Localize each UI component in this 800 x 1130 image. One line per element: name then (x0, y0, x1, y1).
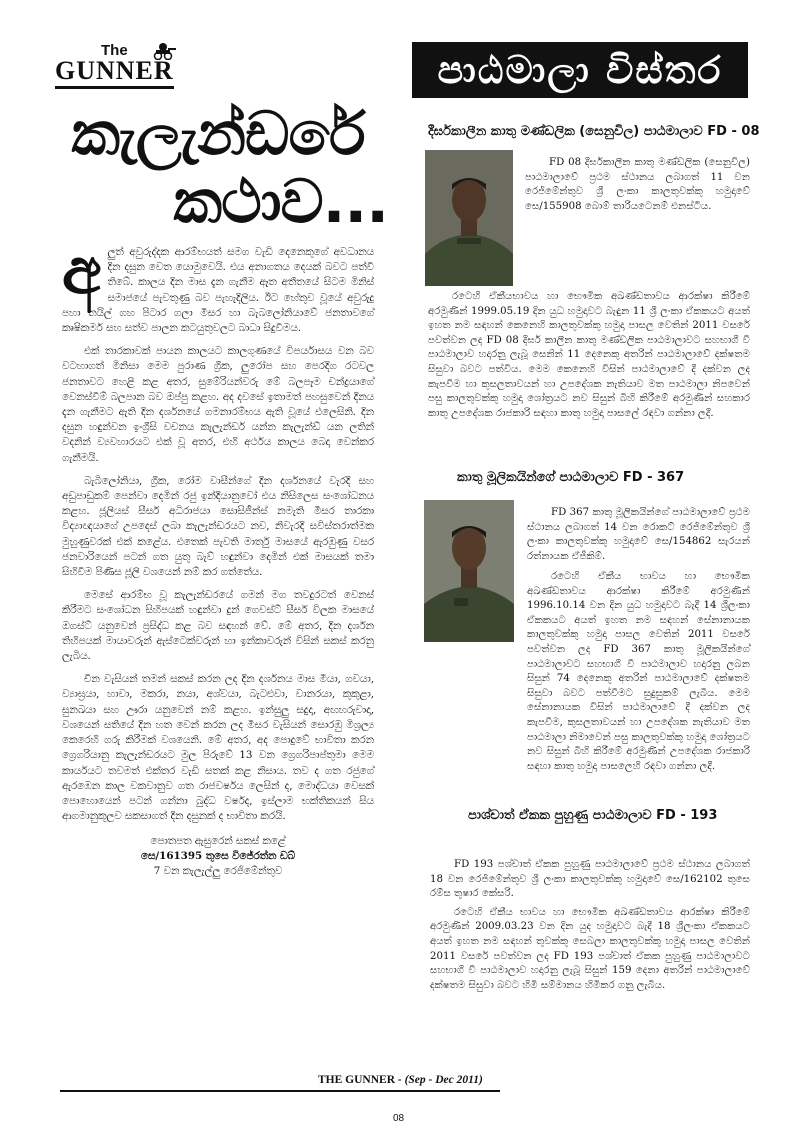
footer-title (312, 1074, 489, 1086)
byline-unit: 7 වන කැලැල්ලු රෙජිමේන්තුව (153, 865, 283, 878)
byline-author: සෙ/161395 තුසෙ විජේරත්න ඩබ් (140, 850, 295, 863)
section-title-fd08: දීර්ඝකාලීන කාතු මණ්ඩලික (සෙනුවිල) පාඨමාලාව FD - 08 (428, 124, 760, 139)
article-paragraph: බැබිලෝනියා, ග්‍රීක, රෝම වාසීන්ගේ දින දර්ශනයේ වැරදි සහ අඩුපාඩුකම් පෙන්වා දෙමින් රජු ඉන්දියානුවෝ එය නිසිලෙස සංශෝධනය කළහ. ජූලියස් සීසර් අධිරාජයා සොසිජීන්ස් නමැති මීසර තාරකා විද්‍යාඥයාගේ උපදෙස් ලබා කැලැන්ඩරයට නව, නිවැරදි සවිස්තරාත්මක මුහුණුවරක් එක් කළේය. එතෙක් පැවති මාර්තු මාසයේ ඇරඹුණු වසර ජනවාරියෙන් පටන් ගත යුතු බැව් හඳුන්වා දෙමින් එක් මාසයක් තමා සිහිවීම පිණිස ජූලි වශයෙන් නම් කර ගත්තේය. (62, 474, 374, 579)
article-title-line1: කැලැන්ඩරේ (71, 99, 365, 169)
section-text-fd193 (430, 858, 750, 997)
section-paragraph: රටෙහි ඒකීය භාවය හා භෞමික අඛණ්ඩතාවය ආරක්ෂා කිරීමේ අරමුණින් 2009.03.23 වන දින යුද හමුදාවට බැදී 18 ශ්‍රීලංකා ඒකකයට අයත් ඉහත නම සඳහන් තුවක්කු සෙබලා කාලතුවක්කු හමුදා පාසල වෙතින් 2011 වසරේ පවත්වන ලද FD 193 පශ්චාත් ඒකක පුහුණු පාඨමාලාවට සහභාගී වී පාඨමාලාව හදාරනු ලැබූ සිසුන් 159 දෙනා අතරින් පාඨමාලාවේ දක්ෂතම සිසුවා බවට හිමි සම්මානය හිමිකර ගනු ලැබීය. (430, 906, 750, 991)
page-footer (60, 1074, 500, 1114)
footer-issue: - (Sep - Dec 2011) (397, 1074, 483, 1086)
logo-the-text: The (101, 42, 128, 59)
article-body (62, 235, 374, 879)
article-paragraph: චීන වැසියන් තමන් සකස් කරන ලද දින දර්ශනය මාස මීයා, ගවයා, ව්‍යාඝ්‍රයා, හාවා, මකරා, නයා, අශ්වයා, බැටළුවා, වානරයා, කුකුළා, සුනඛයා සහ ඌරා යනුවෙන් නම් කළහ. ඉන්සුලු සදුදා, අඟහරුවාදා, වශයෙන් සතියේ දින හත වෙන් කරන ලද මීසර වැසියන් සොරඹු මිශ්‍රල්‍ය කෙරෙහි ගරු කිරීමක් වශයෙනි. මේ අතර, අද පොදුවේ භාවිතා කරන ග්‍රෙගරියානු කැලැන්ඩරයට මුල පිරුවේ 13 වන ග්‍රෙගරිපාප්තුමා මෙම කාර්යයට තවමත් එක්තර වැඩි සතක් කළ නිසාය. තව ද ගත රජුගේ ඇරඹෙන කාල වකවානුව ගත රාජවර්ෂය ලෙසින් ද, මොද්ධයා වෙසක් පොහොයෙන් පටන් ගන්නා බුද්ධ වර්ෂද, ඉස්ලාම භක්තිකයන් සිය ආගමානුකූලව සකසාගත් දින දසුනක් ද භාවිතා කරයි. (62, 673, 374, 823)
gunner-logo (55, 42, 183, 94)
section-title-fd193: පාශ්චාත් ඒකක පුහුණු පාඨමාලාව FD - 193 (468, 808, 718, 823)
author-byline (62, 834, 374, 879)
section-paragraph: FD 367 කාතු මූලිකයින්ගේ පාඨමාලාවේ ප්‍රථම ස්ථානය ලබාගත් 14 වන රොකට් රෙජිමේන්තුව ශ්‍රී ලංකා කාලතුවක්කු හමුදාවේ සෙ/154862 සැරයන් රත්නායක ඒජීකිම්. (527, 507, 750, 562)
section-text-fd367-body (527, 570, 750, 778)
footer-magazine: THE GUNNER (318, 1074, 395, 1086)
article-title-line2: කථාව... (173, 167, 388, 237)
section-title-fd367: කාතු මූලිකයින්ගේ පාඨමාලාව FD - 367 (457, 470, 685, 485)
section-text-fd08-intro (525, 156, 750, 218)
drop-cap: අ (62, 235, 102, 309)
page-number: 08 (393, 1113, 405, 1124)
section-paragraph: FD 08 දීර්ඝකාලීන කාතු මණ්ඩලික (සෙනුවිල) පාඨමාලාවේ ප්‍රථම ස්ථානය ලබාගත් 11 වන රෙජිමේන්තුව ශ්‍රී ලංකා කාලතුවක්කු හමුදාවේ සෙ/155908 බොම් තාරියටෙනම් එනස්ටිය. (525, 157, 750, 212)
article-paragraph (62, 235, 374, 336)
soldier-photo-fd08 (425, 150, 513, 286)
article-paragraph: මෙසේ ආරම්භ වූ කැලැන්ඩරයේ ගමන් මග තවදුරටත් වෙනස් කිරීමට සංශෝධන සිහිපයක් හඳුන්වා දුන් ගෙවස්ට් සීසර් විලක මාසයේ ඔගස්ට් යනුවෙන් ප්‍රසිද්ධ කළ බව සඳහන් වේ. මේ අතර, දින දර්ශන තිහිපයක් මායාවරුන් ඇස්ටෙක්වරුන් හා ඉන්කාවරුන් විසින් සකස් කරනු ලැබිය. (62, 589, 374, 663)
section-paragraph: රටෙහි ඒකීයභාවය හා භෞමික අඛණ්ඩතාවය ආරක්ෂා කිරීමේ අරමුණින් 1999.05.19 දින යුධ හමුදාවට බැඳුන 11 ශ්‍රී ලංකා ඒකකයට අයත් ඉහත නම සඳහන් කෙනෙහි කාලතුවක්කු හමුදා පාසල වෙතින් 2011 වසරේ පවත්වන ලද FD 08 දීර්ඝ කාලීන කාතු මණ්ඩලික පාඨමාලාවට සහභාගී වී පාඨමාලාව හදාරනු ලැබූ සෙනින් 11 දෙනෙකු අතරින් පාඨමාලාවේ දක්ෂතම සිසුවා බවට පත්විය. මෙම කෙනෙහි විසින් පාඨමාලාවේ දී දක්වන ලද කැපවීම හා කුසලතාවයන් හා උපදේශක නැතියාව මත පාඨමාලා නිපවෙන් පසු කාලතුවක්කු හමුදා ශෝත්‍රයට නව සිසුන් බිහි කිරීමේ අරමුණින් සහකාර කාතු උපදේශක රාජකාරි සඳහා කාතු හමුදා පාසලේ රඳවා ගන්නා ලදී. (428, 291, 750, 419)
byline-line1: පොතපත ඇසුරෙන් සකස් කළේ (150, 835, 286, 848)
section-text-fd367-intro (527, 506, 750, 568)
logo-gunner-text: GUNNER (55, 56, 174, 89)
course-details-header: පාඨමාලා විස්තර (412, 42, 748, 98)
section-paragraph: FD 193 පශ්චාත් ඒකක පුහුණු පාඨමාලාවේ ප්‍රථම ස්ථානය ලබාගත් 18 වන රෙජිමේන්තුව ශ්‍රී ලංකා කාලතුවක්කු හමුදාවේ සෙ/162102 තුසෙ රම්ස තුෂාර කේසරි. (430, 859, 750, 900)
soldier-photo-fd367 (424, 500, 514, 642)
article-paragraph: එක් තාරකාවක් පායන කාලයට කාලගුණයේ විපර්යාසය වන බව වටහාගත් මිනිසා මෙම පුරාණ ග්‍රීක, ලුරෝප සහ පෙරදිග රටවල ජනතාවට හෙළි කළ අතර, සුමේරියන්වරු මේ බලපෑම චන්ද්‍රයාගේ වෙනස්වීම් බලපාන බව ඔප්පු කළහ. අද දවසේ ඉතාමත් පහසුවෙන් දිනය දැන ගැනීමට ඇති දින දර්ශනයේ ගමනාරම්භය ඇති වූයේ එලෙසිනි. දින දසුන හඳුන්වන ඉංග්‍රීසි වචනය කැලැන්ඩර් යන්න කැලැන්ඩ් යන ලතින් වදනින් ව්‍යවහාරයට එක් වූ අතර, එහි අර්ථය කාලය බෙදා වෙන්කර ගැනීමයි. (62, 345, 374, 464)
article-title (48, 100, 388, 236)
article-paragraph-text: ලුත් අවුරුද්දක ආරම්භයත් සමග වැඩි දෙනෙකුගේ අවධානය දින දසුන වෙත යොමුවෙයි. එය අනාගතය දෙයක් බවට පත්වී තිබේ. කාලය දින මාස දැන ගැනීම ඈත අතීතයේ සිටම මිනිස් සමාජයේ පැවතුණු බව පැහැදිලිය. ඊට හේතුව වූයේ අවුරුදු පහා තයිල් ගහ පිටාර ගලා මීසර හා බැබලෝනියාවේ ජනතාවගේ කෘෂිකර්ම සහ සත්ව පාලන කටයුතුවලට බාධා සිදුවීමය. (62, 246, 374, 335)
section-text-fd08-body (428, 290, 750, 425)
section-paragraph: රටෙහි ඒකීය භාවය හා භෞමික අඛණ්ඩතාවය ආරක්ෂා කිරීමේ අරමුණින් 1996.10.14 වන දින යුධ හමුදාවට බැදී 14 ශ්‍රීලංකා ඒකකයට අයත් ඉහත නම සඳහන් සේනානායක කාලතුවක්කු හමුදා පාසල වෙතින් 2011 වසරේ පවත්වන ලද FD 367 කාතු මූලිකයින්ගේ පාඨමාලාවට සහභාගී වී පාඨමාලාව හදාරනු ලබන සිසුන් 74 දෙනෙකු අතරින් පාඨමාලාවේ දක්ෂතම සිසුවා බවට පත්වීමට සුදුසුකම් ලැබීය. මෙම සේනානායක විසින් පාඨමාලාවේ දී දක්වන ලද කැපවීම, කුසලතාවයන් හා උපදේශක නැතියාව මත පාඨමාලා නිමාවෙන් පසු කාලතුවක්කු හමුදා ශෝත්‍රයට නව සිසුන් බිහි කිරීමේ අරමුණින් උපදේශක රාජකාරි සඳහා කාතු හමුදා පාසලෙහි රඳවා ගන්නා ලදී. (527, 571, 750, 772)
